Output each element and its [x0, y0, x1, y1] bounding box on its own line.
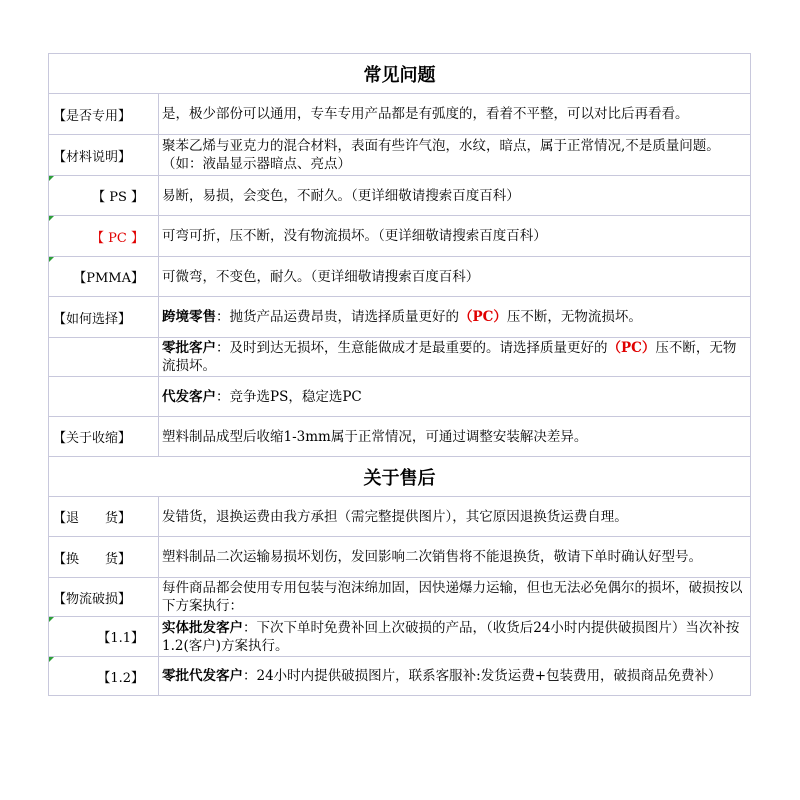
label-choose: 【如何选择】 — [49, 297, 159, 337]
cell-marker-icon — [49, 176, 54, 181]
after-sales-section-header — [49, 457, 751, 497]
text-pmma: 可微弯，不变色，耐久。（更详细敬请搜索百度百科） — [159, 257, 751, 296]
faq-section-header — [49, 54, 751, 94]
text-dedicated: 是，极少部份可以通用，专车专用产品都是有弧度的，看着不平整，可以对比后再看看。 — [159, 94, 751, 134]
label-empty — [49, 377, 159, 416]
cell-marker-icon — [49, 216, 54, 221]
cross-border-title: 跨境零售 — [162, 309, 216, 325]
text-material: 聚苯乙烯与亚克力的混合材料，表面有些许气泡，水纹，暗点，属于正常情况,不是质量问题。（如：液晶显示器暗点、亮点） — [159, 135, 751, 175]
row-pmma — [49, 257, 751, 297]
text-cross-border: 跨境零售：抛货产品运费昂贵，请选择质量更好的（PC）压不断，无物流损坏。 — [159, 297, 751, 337]
text-damage: 每件商品都会使用专用包装与泡沫绵加固，因快递爆力运输，但也无法必免偶尔的损坏，破损按以下方案执行： — [159, 578, 751, 616]
cell-marker-icon — [49, 657, 54, 662]
label-material: 【材料说明】 — [49, 135, 159, 175]
label-pc: 【 PC 】 — [49, 216, 159, 256]
text-return: 发错货，退换运费由我方承担（需完整提供图片），其它原因退换货运费自理。 — [159, 497, 751, 536]
label-pmma: 【PMMA】 — [49, 257, 159, 296]
row-damage — [49, 578, 751, 617]
row-dedicated — [49, 94, 751, 135]
text-plan-1-2: 零批代发客户：24小时内提供破损图片，联系客服补:发货运费+包装费用，破损商品免费补） — [159, 657, 751, 695]
text-ps: 易断，易损，会变色，不耐久。（更详细敬请搜索百度百科） — [159, 176, 751, 215]
row-plan-1-2 — [49, 657, 751, 696]
cell-marker-icon — [49, 617, 54, 622]
row-choose-cross-border — [49, 297, 751, 338]
label-ps: 【 PS 】 — [49, 176, 159, 215]
row-choose-dropship — [49, 377, 751, 417]
label-plan-1-1: 【1.1】 — [49, 617, 159, 656]
plan-1-1-title: 实体批发客户 — [162, 619, 243, 636]
row-shrink — [49, 417, 751, 457]
label-dedicated: 【是否专用】 — [49, 94, 159, 134]
wholesale-pc: （PC） — [607, 340, 656, 356]
label-shrink: 【关于收缩】 — [49, 417, 159, 456]
text-exchange: 塑料制品二次运输易损坏划伤，发回影响二次销售将不能退换货，敬请下单时确认好型号。 — [159, 537, 751, 577]
after-sales-title: 关于售后 — [49, 457, 751, 496]
row-ps — [49, 176, 751, 216]
row-pc — [49, 216, 751, 257]
text-dropship: 代发客户：竞争选PS，稳定选PC — [159, 377, 751, 416]
text-pc: 可弯可折，压不断，没有物流损坏。（更详细敬请搜索百度百科） — [159, 216, 751, 256]
label-damage: 【物流破损】 — [49, 578, 159, 616]
text-plan-1-1: 实体批发客户：下次下单时免费补回上次破损的产品，（收货后24小时内提供破损图片）当次补按1.2(客户)方案执行。 — [159, 617, 751, 656]
row-material — [49, 135, 751, 176]
text-shrink: 塑料制品成型后收缩1-3mm属于正常情况，可通过调整安装解决差异。 — [159, 417, 751, 456]
faq-table — [48, 53, 751, 696]
label-plan-1-2: 【1.2】 — [49, 657, 159, 695]
dropship-title: 代发客户 — [162, 388, 216, 405]
row-return — [49, 497, 751, 537]
wholesale-title: 零批客户 — [162, 340, 216, 356]
faq-title: 常见问题 — [49, 54, 751, 93]
row-exchange — [49, 537, 751, 578]
row-choose-wholesale — [49, 338, 751, 377]
plan-1-2-title: 零批代发客户 — [162, 668, 243, 684]
cell-marker-icon — [49, 257, 54, 262]
text-wholesale: 零批客户：及时到达无损坏，生意能做成才是最重要的。请选择质量更好的（PC）压不断，无物流损坏。 — [159, 338, 751, 376]
label-return: 【退 货】 — [49, 497, 159, 536]
label-exchange: 【换 货】 — [49, 537, 159, 577]
label-empty — [49, 338, 159, 376]
cross-border-pc: （PC） — [459, 309, 507, 325]
row-plan-1-1 — [49, 617, 751, 657]
